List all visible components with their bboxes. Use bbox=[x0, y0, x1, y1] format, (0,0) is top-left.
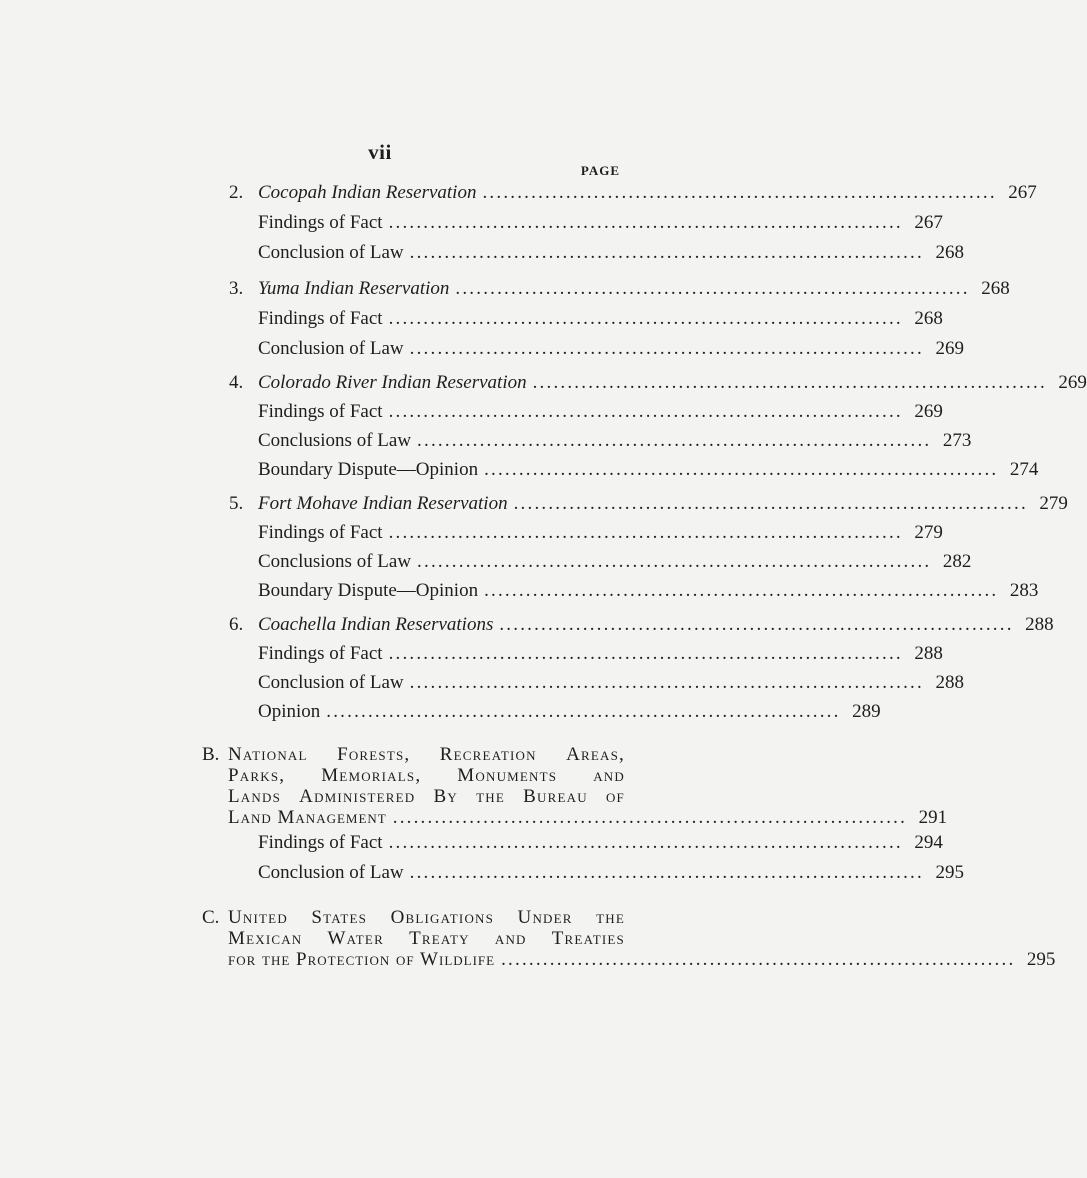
section-title-line: Parks, Memorials, Monuments and bbox=[228, 765, 625, 786]
entry-number: 3. bbox=[229, 278, 244, 299]
entry-title: Findings of Fact bbox=[258, 643, 383, 664]
page-ref: 268 bbox=[914, 308, 943, 329]
section-title-line: United States Obligations Under the bbox=[228, 907, 625, 928]
page-ref: 269 bbox=[935, 338, 964, 359]
entry-title: Boundary Dispute—Opinion bbox=[258, 580, 479, 601]
entry-title: Conclusions of Law bbox=[258, 551, 412, 572]
toc-entry bbox=[229, 522, 943, 548]
page-ref: 283 bbox=[1009, 580, 1039, 601]
leader-dots: .......................................................................... bbox=[388, 832, 903, 853]
leader-dots: .......................................................................... bbox=[501, 949, 1016, 970]
toc-entry bbox=[229, 278, 1010, 304]
entry-number: 4. bbox=[229, 372, 244, 393]
page-ref: 268 bbox=[935, 242, 964, 263]
toc-entry bbox=[229, 212, 943, 238]
page-ref: 288 bbox=[914, 643, 943, 664]
section-b bbox=[202, 744, 948, 828]
entry-title: Boundary Dispute—Opinion bbox=[258, 459, 479, 480]
entry-title: Conclusion of Law bbox=[258, 242, 404, 263]
page-ref: 267 bbox=[1008, 182, 1037, 203]
page-ref: 288 bbox=[1025, 614, 1054, 635]
leader-dots: .......................................................................... bbox=[499, 614, 1014, 635]
toc-entry bbox=[229, 672, 964, 698]
toc-entry bbox=[229, 643, 943, 669]
section-title-line: National Forests, Recreation Areas, bbox=[228, 744, 625, 765]
page-ref: 269 bbox=[1058, 372, 1087, 393]
entry-title: Colorado River Indian Reservation bbox=[258, 372, 527, 393]
page-ref: 295 bbox=[935, 862, 964, 883]
entry-title: Conclusion of Law bbox=[258, 672, 404, 693]
toc-entry bbox=[229, 308, 943, 334]
page-ref: 268 bbox=[981, 278, 1010, 299]
entry-title: Conclusion of Law bbox=[258, 862, 404, 883]
toc-entry bbox=[229, 459, 1039, 485]
leader-dots: .......................................................................... bbox=[484, 459, 999, 480]
page-column-label: PAGE bbox=[580, 163, 620, 178]
toc-entry bbox=[229, 493, 1068, 519]
section-title-line: Lands Administered By the Bureau of bbox=[228, 786, 625, 807]
toc-entry bbox=[229, 551, 972, 577]
leader-dots: .......................................................................... bbox=[409, 672, 924, 693]
leader-dots: .......................................................................... bbox=[409, 242, 924, 263]
page-ref: 273 bbox=[942, 430, 972, 451]
entry-title: Coachella Indian Reservations bbox=[258, 614, 494, 635]
section-letter: C. bbox=[202, 907, 220, 928]
entry-title: Conclusion of Law bbox=[258, 338, 404, 359]
leader-dots: .......................................................................... bbox=[392, 807, 908, 828]
leader-dots: .......................................................................... bbox=[388, 401, 903, 422]
section-letter: B. bbox=[202, 744, 220, 765]
leader-dots: .......................................................................... bbox=[532, 372, 1047, 393]
page-number: vii bbox=[368, 140, 392, 164]
entry-title: Findings of Fact bbox=[258, 832, 383, 853]
toc-entry bbox=[229, 832, 943, 858]
entry-number: 2. bbox=[229, 182, 244, 203]
section-title-line: Land Management bbox=[228, 807, 387, 828]
entry-title: Yuma Indian Reservation bbox=[258, 278, 450, 299]
section-c bbox=[202, 907, 1056, 970]
toc-entry bbox=[229, 372, 1087, 398]
leader-dots: .......................................................................... bbox=[388, 643, 903, 664]
entry-title: Conclusions of Law bbox=[258, 430, 412, 451]
entry-number: 6. bbox=[229, 614, 244, 635]
leader-dots: .......................................................................... bbox=[388, 308, 903, 329]
page-ref: 267 bbox=[914, 212, 943, 233]
entry-title: Findings of Fact bbox=[258, 522, 383, 543]
page-ref: 291 bbox=[918, 807, 948, 828]
leader-dots: .......................................................................... bbox=[513, 493, 1028, 514]
entry-title: Findings of Fact bbox=[258, 308, 383, 329]
entry-title: Cocopah Indian Reservation bbox=[258, 182, 477, 203]
leader-dots: .......................................................................... bbox=[409, 338, 924, 359]
page-ref: 279 bbox=[914, 522, 943, 543]
toc-entry bbox=[229, 338, 964, 364]
leader-dots: .......................................................................... bbox=[417, 551, 932, 572]
leader-dots: .......................................................................... bbox=[388, 522, 903, 543]
toc-entry bbox=[229, 182, 1037, 208]
page-ref: 269 bbox=[914, 401, 943, 422]
toc-entry bbox=[229, 242, 964, 268]
toc-entry bbox=[229, 862, 964, 888]
toc-entry bbox=[229, 701, 881, 727]
section-title-line: for the Protection of Wildlife bbox=[228, 949, 496, 970]
section-title-line: Mexican Water Treaty and Treaties bbox=[228, 928, 625, 949]
page-ref: 294 bbox=[914, 832, 943, 853]
page-ref: 289 bbox=[852, 701, 881, 722]
entry-title: Findings of Fact bbox=[258, 401, 383, 422]
page-ref: 279 bbox=[1039, 493, 1068, 514]
page-ref: 274 bbox=[1009, 459, 1039, 480]
page-ref: 288 bbox=[935, 672, 964, 693]
leader-dots: .......................................................................... bbox=[417, 430, 932, 451]
leader-dots: .......................................................................... bbox=[455, 278, 970, 299]
toc-entry bbox=[229, 614, 1054, 640]
entry-title: Opinion bbox=[258, 701, 321, 722]
page-ref: 282 bbox=[942, 551, 972, 572]
toc-entry bbox=[229, 401, 943, 427]
leader-dots: .......................................................................... bbox=[484, 580, 999, 601]
leader-dots: .......................................................................... bbox=[326, 701, 841, 722]
entry-title: Findings of Fact bbox=[258, 212, 383, 233]
entry-title: Fort Mohave Indian Reservation bbox=[258, 493, 508, 514]
page-ref: 295 bbox=[1026, 949, 1056, 970]
leader-dots: .......................................................................... bbox=[388, 212, 903, 233]
toc-entry bbox=[229, 430, 972, 456]
entry-number: 5. bbox=[229, 493, 244, 514]
leader-dots: .......................................................................... bbox=[409, 862, 924, 883]
leader-dots: .......................................................................... bbox=[482, 182, 997, 203]
toc-entry bbox=[229, 580, 1039, 606]
